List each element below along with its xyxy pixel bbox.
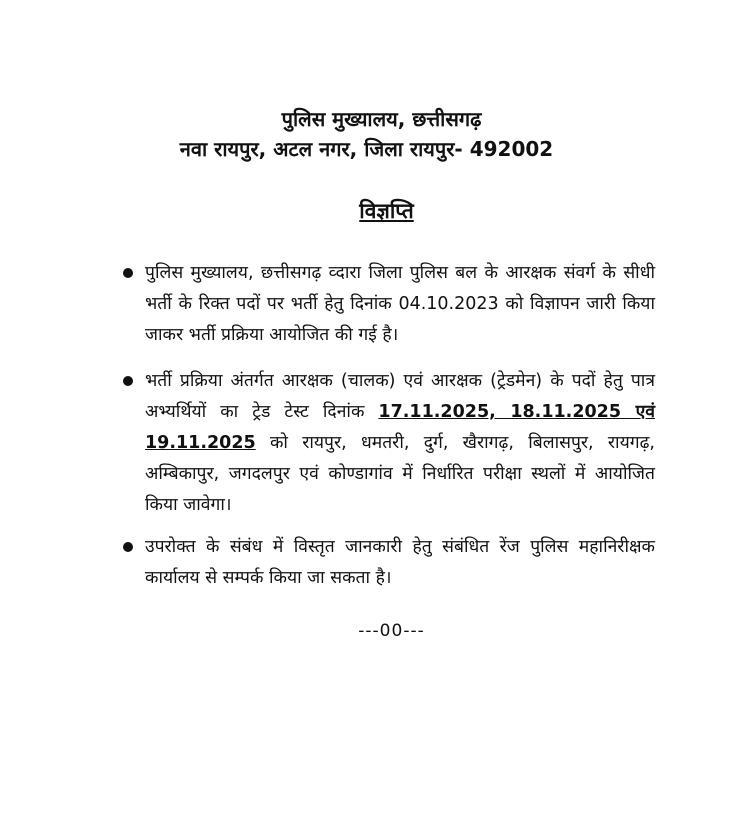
- trade-test-dates: 17.11.2025, 18.11.2025 एवं 19.11.2025: [145, 402, 655, 453]
- end-mark: ---00---: [358, 621, 425, 641]
- notice-title: विज्ञप्ति: [359, 199, 414, 223]
- notice-title-block: [0, 197, 733, 225]
- office-name: पुलिस मुख्यालय, छत्तीसगढ़: [281, 107, 482, 131]
- office-address: नवा रायपुर, अटल नगर, जिला रायपुर- 492002: [179, 137, 554, 161]
- trade-test-text-after: को रायपुर, धमतरी, दुर्ग, खैरागढ़, बिलासपुर, रायगढ़, अम्बिकापुर, जगदलपुर एवं कोण्डागांव में निर्धारित परीक्षा स्थलों में आयोजित किया जावेगा।: [145, 433, 655, 515]
- end-mark-block: [0, 621, 733, 641]
- paragraph-trade-test-schedule: [145, 366, 655, 521]
- bullet-icon: [123, 542, 133, 552]
- paragraph-recruitment-advertisement: पुलिस मुख्यालय, छत्तीसगढ़ व्दारा जिला पुलिस बल के आरक्षक संवर्ग के सीधी भर्ती के रिक्त पदों पर भर्ती हेतु दिनांक 04.10.2023 को विज्ञापन जारी किया जाकर भर्ती प्रक्रिया आयोजित की गई है।: [145, 263, 655, 345]
- bullet-icon: [123, 268, 133, 278]
- trade-test-text-before: भर्ती प्रक्रिया अंतर्गत आरक्षक (चालक) एवं आरक्षक (ट्रेडमेन) के पदों हेतु पात्र अभ्यर्थियों का ट्रेड टेस्ट दिनांक: [145, 371, 655, 422]
- bullet-icon: [123, 376, 133, 386]
- letterhead: [0, 104, 733, 164]
- paragraph-contact-info: उपरोक्त के संबंध में विस्तृत जानकारी हेतु संबंधित रेंज पुलिस महानिरीक्षक कार्यालय से सम्पर्क किया जा सकता है।: [145, 537, 655, 588]
